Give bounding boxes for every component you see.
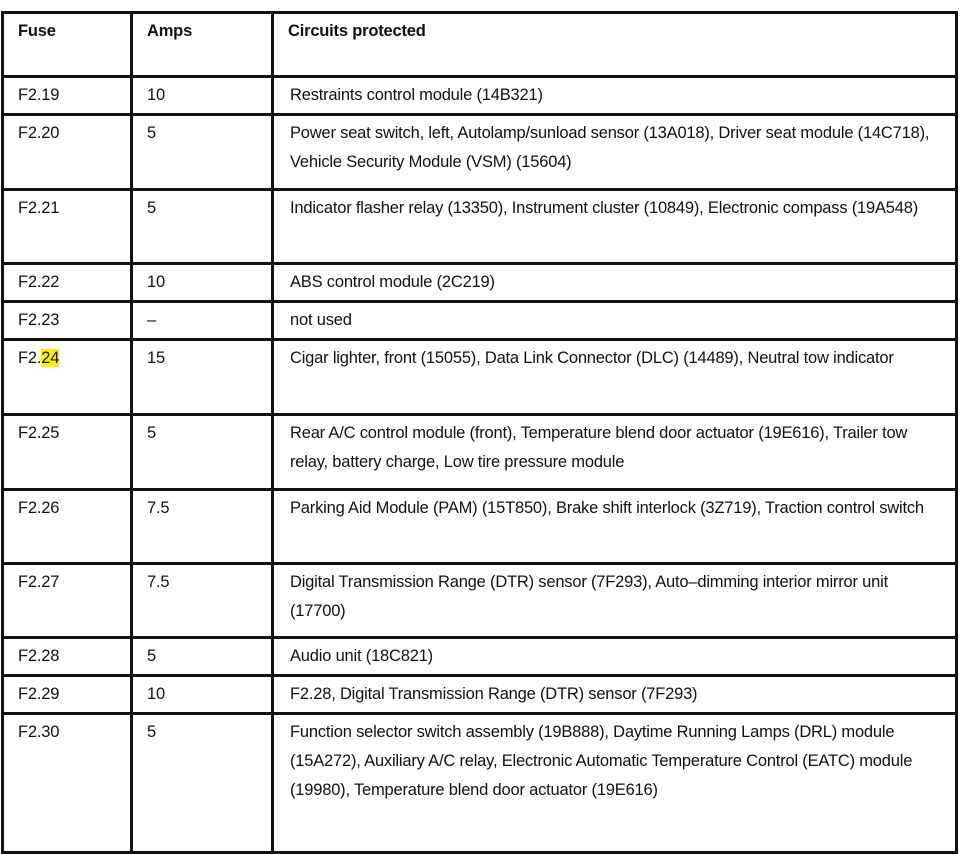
amps-cell: 5 — [132, 638, 273, 676]
fuse-id: F2.30 — [18, 723, 60, 741]
circuits-cell: Digital Transmission Range (DTR) sensor (7F293), Auto–dimming interior mirror unit (17700) — [273, 564, 957, 638]
circuits-cell: Power seat switch, left, Autolamp/sunload sensor (13A018), Driver seat module (14C718), Vehicle Security Module (VSM) (15604) — [273, 115, 957, 190]
amps-cell: – — [132, 302, 273, 340]
table-row — [3, 638, 957, 676]
amps-cell: 5 — [132, 714, 273, 853]
fuse-cell — [3, 264, 132, 302]
table-row — [3, 190, 957, 264]
fuse-id: F2.22 — [18, 273, 60, 291]
fuse-cell — [3, 564, 132, 638]
amps-cell: 7.5 — [132, 490, 273, 564]
amps-cell: 7.5 — [132, 564, 273, 638]
table-row — [3, 564, 957, 638]
circuits-cell: Rear A/C control module (front), Temperature blend door actuator (19E616), Trailer tow relay, battery charge, Low tire pressure module — [273, 415, 957, 490]
fuse-id: F2.27 — [18, 573, 60, 591]
circuits-cell: ABS control module (2C219) — [273, 264, 957, 302]
amps-cell: 15 — [132, 340, 273, 415]
fuse-cell — [3, 115, 132, 190]
fuse-id: F2.23 — [18, 311, 60, 329]
amps-cell: 5 — [132, 415, 273, 490]
search-highlight: 24 — [41, 349, 60, 367]
table-row — [3, 302, 957, 340]
fuse-id: F2.21 — [18, 199, 60, 217]
fuse-cell — [3, 638, 132, 676]
amps-cell: 5 — [132, 115, 273, 190]
fuse-id: F2. — [18, 349, 42, 367]
table-row — [3, 264, 957, 302]
table-row — [3, 415, 957, 490]
fuse-cell — [3, 340, 132, 415]
fuse-cell — [3, 190, 132, 264]
table-row — [3, 115, 957, 190]
table-row — [3, 714, 957, 853]
table-row — [3, 490, 957, 564]
table-header — [3, 13, 957, 77]
table-row — [3, 340, 957, 415]
header-circuits: Circuits protected — [273, 13, 957, 77]
amps-cell: 5 — [132, 190, 273, 264]
circuits-cell: F2.28, Digital Transmission Range (DTR) sensor (7F293) — [273, 676, 957, 714]
header-amps: Amps — [132, 13, 273, 77]
amps-cell: 10 — [132, 264, 273, 302]
amps-cell: 10 — [132, 77, 273, 115]
amps-cell: 10 — [132, 676, 273, 714]
fuse-id: F2.20 — [18, 124, 60, 142]
fuse-id: F2.28 — [18, 647, 60, 665]
fuse-cell — [3, 302, 132, 340]
fuse-cell — [3, 676, 132, 714]
fuse-id: F2.26 — [18, 499, 60, 517]
header-fuse: Fuse — [3, 13, 132, 77]
header-row — [3, 13, 957, 77]
fuse-cell — [3, 415, 132, 490]
table-row — [3, 77, 957, 115]
fuse-cell — [3, 77, 132, 115]
circuits-cell: not used — [273, 302, 957, 340]
circuits-cell: Parking Aid Module (PAM) (15T850), Brake shift interlock (3Z719), Traction control switch — [273, 490, 957, 564]
fuse-id: F2.29 — [18, 685, 60, 703]
fuse-cell — [3, 490, 132, 564]
fuse-cell — [3, 714, 132, 853]
fuse-table — [1, 11, 958, 854]
circuits-cell: Cigar lighter, front (15055), Data Link Connector (DLC) (14489), Neutral tow indicator — [273, 340, 957, 415]
circuits-cell: Restraints control module (14B321) — [273, 77, 957, 115]
table-body — [3, 77, 957, 853]
circuits-cell: Indicator flasher relay (13350), Instrument cluster (10849), Electronic compass (19A548) — [273, 190, 957, 264]
fuse-id: F2.19 — [18, 86, 60, 104]
table-row — [3, 676, 957, 714]
circuits-cell: Function selector switch assembly (19B888), Daytime Running Lamps (DRL) module (15A272), Auxiliary A/C relay, Electronic Automatic Temperature Control (EATC) module (19980), Temperature blend door actuator (19E616) — [273, 714, 957, 853]
fuse-id: F2.25 — [18, 424, 60, 442]
circuits-cell: Audio unit (18C821) — [273, 638, 957, 676]
